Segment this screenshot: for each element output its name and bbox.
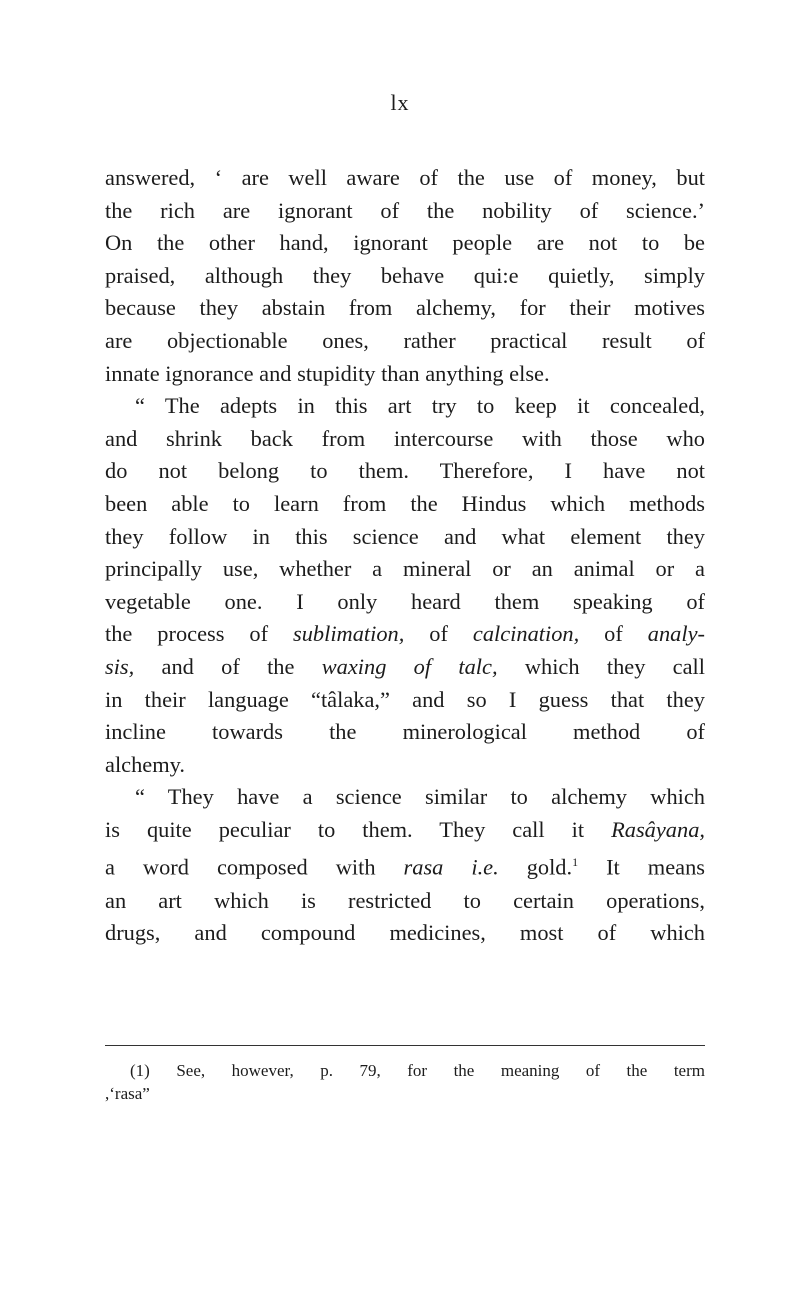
text-line: the rich are ignorant of the nobility of science.’ — [105, 197, 705, 223]
text-run: It means — [578, 854, 705, 880]
footnote-divider — [105, 1045, 705, 1046]
text-line: “ The adepts in this art try to keep it concealed, — [135, 393, 705, 419]
text-run: a word composed with — [105, 854, 404, 880]
text-line: answered, ‘ are well aware of the use of money, but — [105, 165, 705, 190]
text-line: praised, although they behave qui:e quietly, simply — [105, 262, 705, 288]
text-run: the process of — [105, 621, 293, 647]
italic-term: rasa i.e. — [403, 854, 499, 880]
italic-term: waxing of talc, — [321, 653, 498, 679]
text-line — [105, 846, 705, 884]
text-line: principally use, whether a mineral or an animal or a — [105, 556, 705, 582]
text-line: been able to learn from the Hindus which methods — [105, 490, 705, 516]
italic-term: sis, — [105, 653, 135, 679]
text-run: is quite peculiar to them. They call it — [105, 816, 585, 842]
footnote-line: (1) See, however, p. 79, for the meaning of the term — [130, 1061, 705, 1080]
text-line: “ They have a science similar to alchemy which — [135, 784, 705, 810]
footnote — [105, 1059, 705, 1105]
text-run: gold. — [498, 854, 573, 880]
text-line: in their language “tâlaka,” and so I guess that they — [105, 686, 705, 712]
italic-term: Rasâyana, — [611, 816, 705, 842]
text-line: and shrink back from intercourse with those who — [105, 425, 705, 451]
footnote-line: ,‘rasa” — [105, 1084, 150, 1103]
text-line: do not belong to them. Therefore, I have not — [105, 458, 705, 484]
text-run: and of the — [134, 653, 322, 679]
text-run: which they call — [497, 653, 705, 679]
text-line: because they abstain from alchemy, for their motives — [105, 295, 705, 321]
text-line — [105, 618, 705, 651]
italic-term: calcination, — [472, 621, 580, 647]
page-number: lx — [390, 90, 410, 115]
text-run: of — [404, 621, 473, 647]
text-line: drugs, and compound medicines, most of which — [105, 920, 705, 946]
text-line: are objectionable ones, rather practical result of — [105, 327, 705, 353]
italic-term: analy- — [647, 621, 705, 647]
body-text — [105, 162, 705, 950]
text-line: an art which is restricted to certain operations, — [105, 887, 705, 913]
footnote-marker: 1 — [572, 855, 579, 870]
text-line: they follow in this science and what element they — [105, 523, 705, 549]
text-line: On the other hand, ignorant people are not to be — [105, 230, 705, 256]
text-line — [105, 814, 705, 847]
text-line: innate ignorance and stupidity than anything else. — [105, 360, 550, 386]
text-run: of — [579, 621, 648, 647]
text-line: incline towards the minerological method of — [105, 719, 705, 745]
text-line: alchemy. — [105, 751, 185, 777]
italic-term: sublimation, — [293, 621, 405, 647]
text-line: vegetable one. I only heard them speaking of — [105, 588, 705, 614]
text-line — [105, 651, 705, 684]
